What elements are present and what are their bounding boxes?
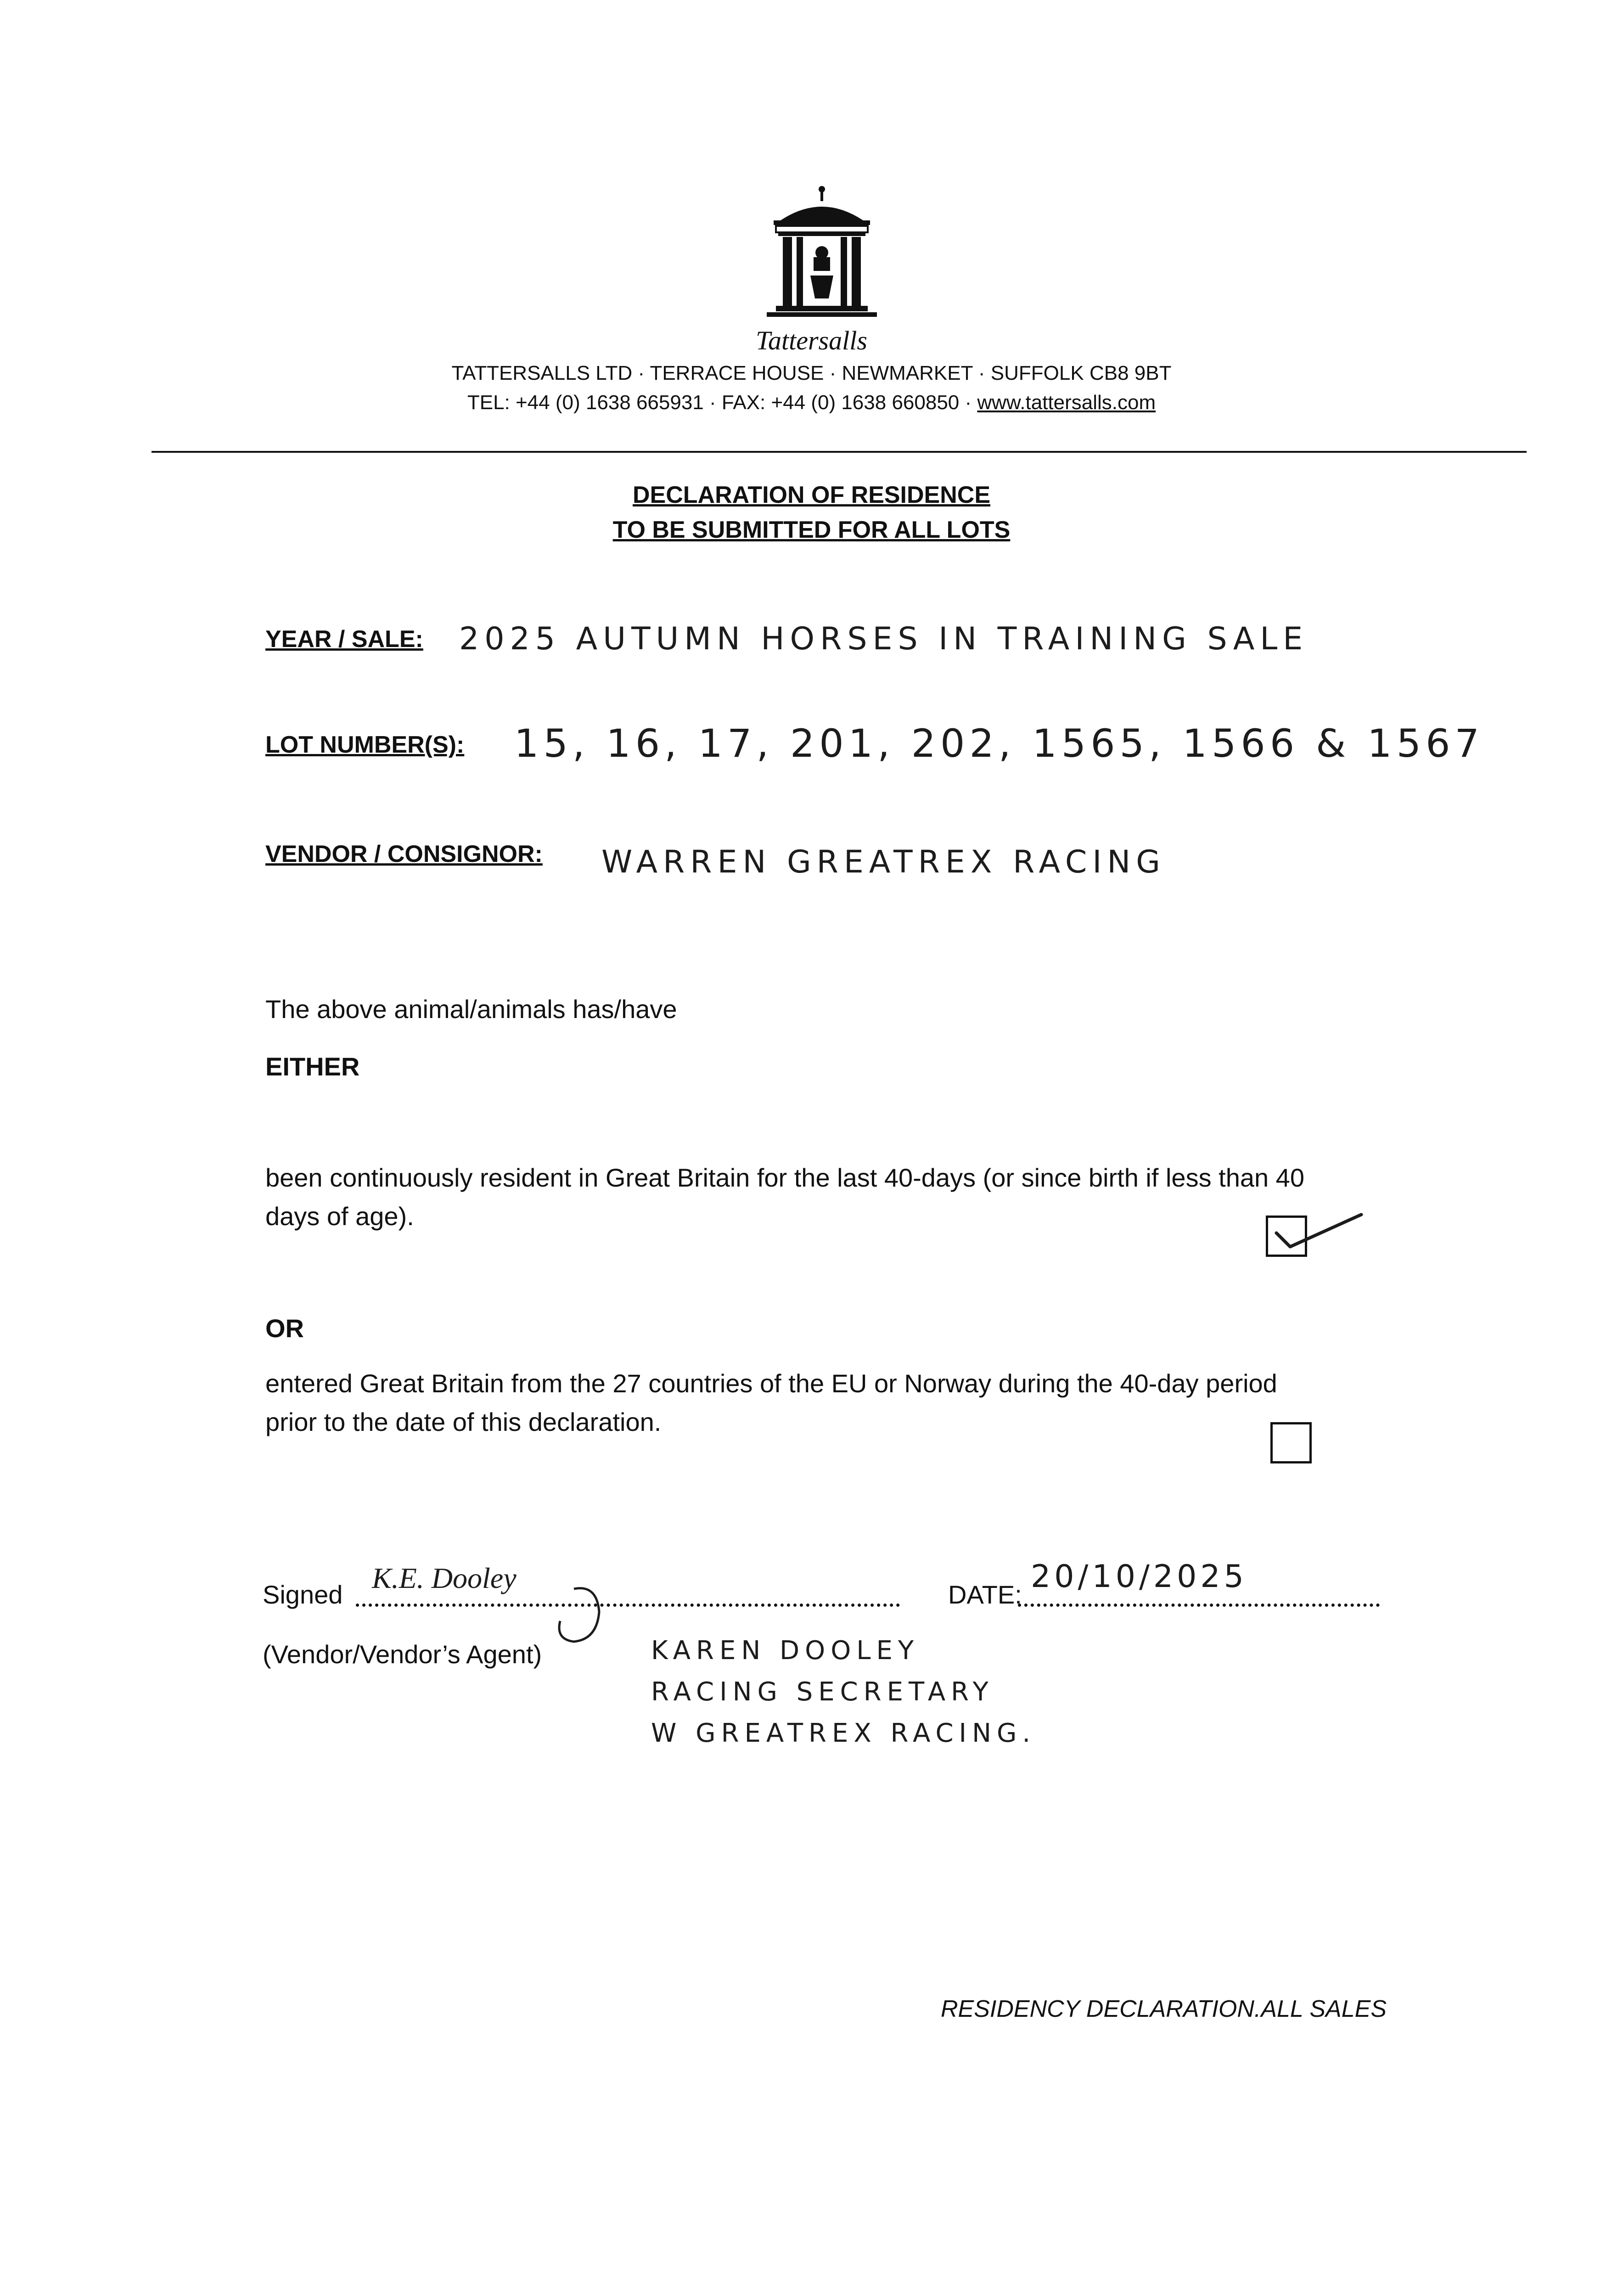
tattersalls-rotunda-logo [762, 184, 882, 331]
option2-text-line1: entered Great Britain from the 27 countries of the EU or Norway during the 40-day period [265, 1369, 1277, 1398]
signed-label: Signed [263, 1580, 343, 1609]
date-label: DATE: [948, 1580, 1022, 1609]
footer-reference: RESIDENCY DECLARATION.ALL SALES [940, 1996, 1387, 2022]
date-value: 20/10/2025 [1031, 1559, 1247, 1595]
website-link[interactable]: www.tattersalls.com [977, 391, 1156, 414]
year-sale-value: 2025 AUTUMN HORSES IN TRAINING SALE [459, 621, 1309, 657]
either-heading: EITHER [265, 1052, 360, 1081]
brand-name: Tattersalls [756, 326, 867, 355]
agent-label: (Vendor/Vendor’s Agent) [263, 1640, 542, 1669]
signer-role: RACING SECRETARY [651, 1677, 994, 1707]
intro-text: The above animal/animals has/have [265, 995, 677, 1024]
or-heading: OR [265, 1314, 304, 1343]
year-sale-label: YEAR / SALE: [265, 626, 423, 653]
signature: K.E. Dooley [372, 1562, 517, 1594]
signer-company: W GREATREX RACING. [651, 1718, 1036, 1748]
header-divider [152, 451, 1527, 453]
option1-text-line2: days of age). [265, 1202, 414, 1231]
option2-checkbox[interactable] [1270, 1422, 1312, 1463]
vendor-label: VENDOR / CONSIGNOR: [265, 841, 543, 867]
lot-numbers-value: 15, 16, 17, 201, 202, 1565, 1566 & 1567 [514, 721, 1484, 766]
option1-checkbox[interactable] [1266, 1216, 1307, 1257]
option2-text-line2: prior to the date of this declaration. [265, 1407, 662, 1436]
letterhead-contact [321, 391, 1302, 414]
lot-numbers-label: LOT NUMBER(S): [265, 732, 465, 758]
document-subtitle: TO BE SUBMITTED FOR ALL LOTS [612, 517, 1011, 543]
letterhead-address: TATTERSALLS LTD · TERRACE HOUSE · NEWMARKET · SUFFOLK CB8 9BT [451, 362, 1172, 384]
document-title: DECLARATION OF RESIDENCE [632, 482, 991, 508]
signer-name: KAREN DOOLEY [651, 1636, 920, 1666]
vendor-value: WARREN GREATREX RACING [601, 844, 1166, 880]
contact-line: TEL: +44 (0) 1638 665931 · FAX: +44 (0) 1638 660850 · [467, 391, 977, 414]
option1-text-line1: been continuously resident in Great Britain for the last 40-days (or since birth if less than 40 [265, 1163, 1304, 1192]
